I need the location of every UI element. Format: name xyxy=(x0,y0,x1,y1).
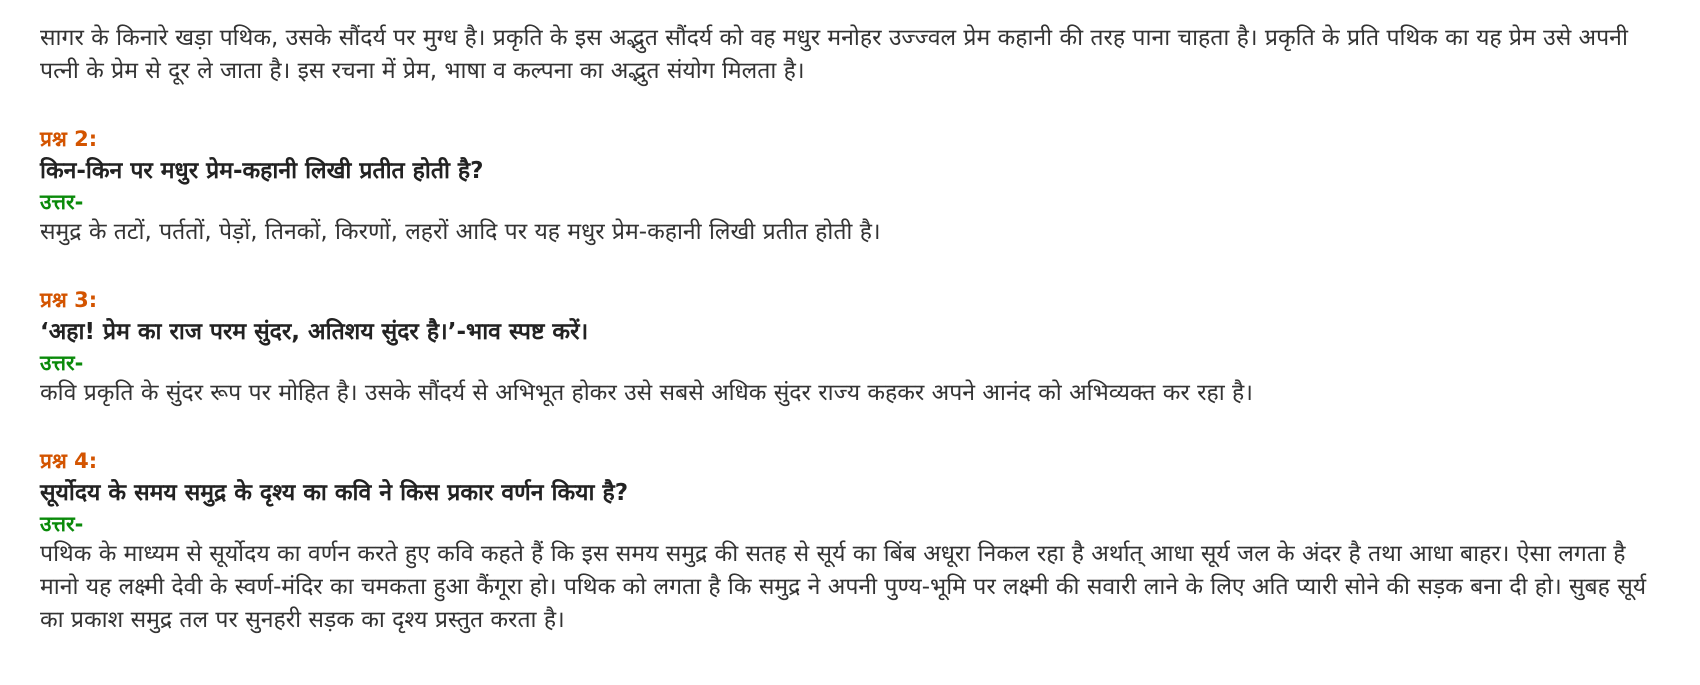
answer-label: उत्तर- xyxy=(40,190,84,214)
question-text: किन-किन पर मधुर प्रेम-कहानी लिखी प्रतीत होती है? xyxy=(40,158,484,184)
question-text: सूर्योदय के समय समुद्र के दृश्य का कवि ने किस प्रकार वर्णन किया है? xyxy=(40,480,629,506)
question-block-4 xyxy=(40,446,1660,637)
answer-label: उत्तर- xyxy=(40,351,84,375)
question-number: प्रश्न 3: xyxy=(40,288,98,312)
answer-text: कवि प्रकृति के सुंदर रूप पर मोहित है। उसके सौंदर्य से अभिभूत होकर उसे सबसे अधिक सुंदर राज्य कहकर अपने आनंद को अभिव्यक्त कर रहा है। xyxy=(40,380,1253,406)
answer-text: पथिक के माध्यम से सूर्योदय का वर्णन करते हुए कवि कहते हैं कि इस समय समुद्र की सतह से सूर्य का बिंब अधूरा निकल रहा है अर्थात् आधा सूर्य जल के अंदर है तथा आधा बाहर। ऐसा लगता है मानो यह लक्ष्मी देवी के स्वर्ण-मंदिर का चमकता हुआ कैंगूरा हो। पथिक को लगता है कि समुद्र ने अपनी पुण्य-भूमि पर लक्ष्मी की सवारी लाने के लिए अति प्यारी सोने की सड़क बना दी हो। सुबह सूर्य का प्रकाश समुद्र तल पर सुनहरी सड़क का दृश्य प्रस्तुत करता है। xyxy=(40,541,1647,633)
question-number: प्रश्न 4: xyxy=(40,449,98,473)
question-block-2 xyxy=(40,124,1660,249)
answer-text: समुद्र के तटों, पर्ततों, पेड़ों, तिनकों, किरणों, लहरों आदि पर यह मधुर प्रेम-कहानी लिखी प्रतीत होती है। xyxy=(40,219,881,245)
intro-paragraph: सागर के किनारे खड़ा पथिक, उसके सौंदर्य पर मुग्ध है। प्रकृति के इस अद्भुत सौंदर्य को वह मधुर मनोहर उज्ज्वल प्रेम कहानी की तरह पाना चाहता है। प्रकृति के प्रति पथिक का यह प्रेम उसे अपनी पत्नी के प्रेम से दूर ले जाता है। इस रचना में प्रेम, भाषा व कल्पना का अद्भुत संयोग मिलता है। xyxy=(40,25,1628,84)
question-number: प्रश्न 2: xyxy=(40,127,98,151)
answer-label: उत्तर- xyxy=(40,512,84,536)
question-block-3 xyxy=(40,285,1660,410)
question-text: ‘अहा! प्रेम का राज परम सुंदर, अतिशय सुंदर है।’-भाव स्पष्ट करें। xyxy=(40,319,589,345)
